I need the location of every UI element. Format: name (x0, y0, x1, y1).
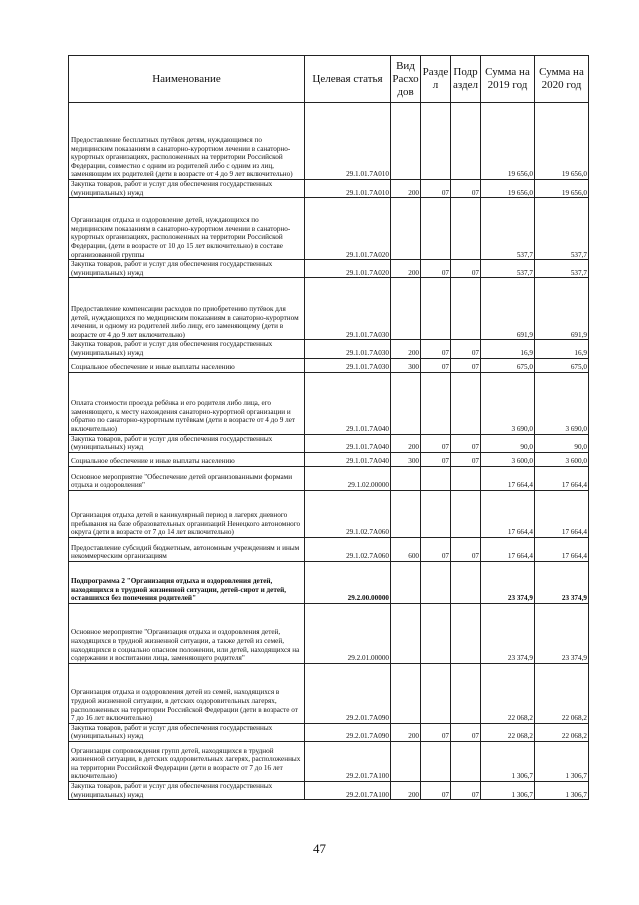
row-name: Подпрограмма 2 "Организация отдыха и оздоровления детей, находящихся в трудной жизненной ситуации, детей-сирот и детей, оставшихся без попечения родителей" (69, 561, 305, 603)
row-sum-2019: 1 306,7 (481, 741, 535, 781)
row-section: 07 (421, 260, 451, 278)
row-sum-2020: 1 306,7 (535, 781, 589, 799)
row-section: 07 (421, 723, 451, 741)
row-expense-type (391, 103, 421, 180)
row-target-article: 29.1.01.7А010 (305, 103, 391, 180)
row-sum-2019: 22 068,2 (481, 723, 535, 741)
row-name: Закупка товаров, работ и услуг для обеспечения государственных (муниципальных) нужд (69, 434, 305, 452)
row-subsection: 07 (451, 358, 481, 372)
row-subsection (451, 466, 481, 490)
row-name: Организация отдыха детей в каникулярный период в лагерях дневного пребывания на базе образовательных организаций Ненецкого автономного округа (дети в возрасте от 7 до 14 лет включительно) (69, 490, 305, 537)
row-name: Предоставление компенсации расходов по приобретению путёвок для детей, нуждающихся по медицинским показаниям в санаторно-курортном лечении, и одному из родителей либо лицу, его заменяющему (дети в возрасте от 4 до 9 лет включительно) (69, 278, 305, 340)
row-sum-2019: 22 068,2 (481, 663, 535, 723)
row-expense-type (391, 372, 421, 434)
row-section (421, 741, 451, 781)
row-subsection: 07 (451, 260, 481, 278)
row-target-article: 29.1.01.7А030 (305, 340, 391, 358)
row-subsection: 07 (451, 723, 481, 741)
row-sum-2020: 23 374,9 (535, 603, 589, 663)
table-row (69, 781, 589, 799)
row-sum-2019: 23 374,9 (481, 561, 535, 603)
row-section: 07 (421, 452, 451, 466)
table-row (69, 466, 589, 490)
row-sum-2019: 17 664,4 (481, 537, 535, 561)
row-sum-2019: 19 656,0 (481, 180, 535, 198)
row-section (421, 663, 451, 723)
table-row (69, 340, 589, 358)
page-number: 47 (313, 841, 326, 856)
row-expense-type: 300 (391, 358, 421, 372)
row-name: Закупка товаров, работ и услуг для обеспечения государственных (муниципальных) нужд (69, 180, 305, 198)
row-target-article: 29.2.01.00000 (305, 603, 391, 663)
row-sum-2020: 3 600,0 (535, 452, 589, 466)
row-subsection: 07 (451, 452, 481, 466)
row-target-article: 29.1.01.7А030 (305, 278, 391, 340)
row-sum-2020: 17 664,4 (535, 537, 589, 561)
header-subsection: Подр аздел (451, 56, 481, 103)
row-expense-type: 200 (391, 434, 421, 452)
row-section: 07 (421, 358, 451, 372)
row-expense-type (391, 198, 421, 260)
table-row (69, 490, 589, 537)
row-subsection: 07 (451, 781, 481, 799)
row-target-article: 29.1.01.7А020 (305, 260, 391, 278)
row-name: Закупка товаров, работ и услуг для обеспечения государственных (муниципальных) нужд (69, 723, 305, 741)
row-target-article: 29.1.01.7А040 (305, 372, 391, 434)
table-row (69, 358, 589, 372)
row-name: Социальное обеспечение и иные выплаты населению (69, 358, 305, 372)
header-name: Наименование (69, 56, 305, 103)
row-name: Закупка товаров, работ и услуг для обеспечения государственных (муниципальных) нужд (69, 260, 305, 278)
row-sum-2020: 90,0 (535, 434, 589, 452)
row-target-article: 29.1.01.7А010 (305, 180, 391, 198)
row-expense-type (391, 490, 421, 537)
row-section (421, 372, 451, 434)
row-section (421, 490, 451, 537)
row-subsection (451, 490, 481, 537)
table-row (69, 663, 589, 723)
row-section (421, 561, 451, 603)
row-subsection (451, 372, 481, 434)
row-target-article: 29.2.00.00000 (305, 561, 391, 603)
row-subsection: 07 (451, 340, 481, 358)
row-target-article: 29.2.01.7А100 (305, 781, 391, 799)
header-expense-type: Вид Расхо дов (391, 56, 421, 103)
row-subsection (451, 561, 481, 603)
table-row (69, 278, 589, 340)
row-sum-2019: 17 664,4 (481, 466, 535, 490)
row-target-article: 29.1.02.00000 (305, 466, 391, 490)
row-expense-type (391, 278, 421, 340)
row-sum-2020: 537,7 (535, 260, 589, 278)
row-section: 07 (421, 180, 451, 198)
row-sum-2020: 22 068,2 (535, 723, 589, 741)
row-target-article: 29.1.01.7А040 (305, 452, 391, 466)
row-sum-2019: 691,9 (481, 278, 535, 340)
table-row (69, 198, 589, 260)
table-row (69, 537, 589, 561)
row-sum-2020: 19 656,0 (535, 103, 589, 180)
row-name: Закупка товаров, работ и услуг для обеспечения государственных (муниципальных) нужд (69, 781, 305, 799)
row-subsection: 07 (451, 434, 481, 452)
row-subsection (451, 198, 481, 260)
row-section: 07 (421, 781, 451, 799)
row-expense-type (391, 663, 421, 723)
row-target-article: 29.1.01.7А040 (305, 434, 391, 452)
row-subsection (451, 603, 481, 663)
header-sum-2020: Сумма на 2020 год (535, 56, 589, 103)
row-name: Организация отдыха и оздоровление детей, нуждающихся по медицинским показаниям в санаторно-курортном лечении в санаторно-курортных организациях, расположенных на территории Российской Федерации, (дети в возрасте от 10 до 15 лет включительно) в составе организованной группы (69, 198, 305, 260)
row-section (421, 103, 451, 180)
table-header-row (69, 56, 589, 103)
row-sum-2019: 90,0 (481, 434, 535, 452)
header-target-article: Целевая статья (305, 56, 391, 103)
row-expense-type: 200 (391, 781, 421, 799)
row-expense-type: 200 (391, 340, 421, 358)
row-expense-type (391, 603, 421, 663)
row-sum-2019: 16,9 (481, 340, 535, 358)
table-row (69, 741, 589, 781)
row-section (421, 466, 451, 490)
table-row (69, 372, 589, 434)
row-target-article: 29.1.02.7А060 (305, 537, 391, 561)
table-row (69, 603, 589, 663)
row-sum-2019: 3 600,0 (481, 452, 535, 466)
table-row (69, 452, 589, 466)
table-row (69, 180, 589, 198)
row-section: 07 (421, 340, 451, 358)
row-sum-2020: 675,0 (535, 358, 589, 372)
row-section (421, 278, 451, 340)
row-subsection (451, 741, 481, 781)
row-sum-2019: 537,7 (481, 260, 535, 278)
row-name: Предоставление субсидий бюджетным, автономным учреждениям и иным некоммерческим организациям (69, 537, 305, 561)
row-sum-2019: 537,7 (481, 198, 535, 260)
row-name: Социальное обеспечение и иные выплаты населению (69, 452, 305, 466)
row-name: Организация отдыха и оздоровления детей из семей, находящихся в трудной жизненной ситуации, в детских оздоровительных лагерях, расположенных на территории Российской Федерации (дети в возрасте от 7 до 16 лет включительно) (69, 663, 305, 723)
row-subsection (451, 663, 481, 723)
row-target-article: 29.1.01.7А020 (305, 198, 391, 260)
row-target-article: 29.1.02.7А060 (305, 490, 391, 537)
row-target-article: 29.2.01.7А100 (305, 741, 391, 781)
row-subsection: 07 (451, 537, 481, 561)
row-subsection (451, 278, 481, 340)
row-sum-2020: 16,9 (535, 340, 589, 358)
row-section (421, 198, 451, 260)
row-expense-type: 200 (391, 260, 421, 278)
row-sum-2019: 23 374,9 (481, 603, 535, 663)
row-section (421, 603, 451, 663)
row-name: Основное мероприятие "Организация отдыха и оздоровления детей, находящихся в трудной жизненной ситуации, а также детей из семей, находящихся в социально опасном положении, или детей, находящихся на содержании и воспитании лица, заменяющего родителя" (69, 603, 305, 663)
row-sum-2020: 17 664,4 (535, 466, 589, 490)
row-subsection (451, 103, 481, 180)
budget-table (68, 55, 589, 800)
row-name: Оплата стоимости проезда ребёнка и его родителя либо лица, его заменяющего, к месту нахождения санаторно-курортной организации и обратно по санаторно-курортным путёвкам (дети в возрасте от 4 до 9 лет включительно) (69, 372, 305, 434)
row-subsection: 07 (451, 180, 481, 198)
row-expense-type: 200 (391, 723, 421, 741)
table-row (69, 103, 589, 180)
row-section: 07 (421, 434, 451, 452)
row-expense-type (391, 561, 421, 603)
row-name: Организация сопровождения групп детей, находящихся в трудной жизненной ситуации, в детских оздоровительных лагерях, расположенных на территории Российской Федерации (дети в возрасте от 7 до 16 лет включительно) (69, 741, 305, 781)
header-section: Разде л (421, 56, 451, 103)
row-expense-type: 200 (391, 180, 421, 198)
row-sum-2020: 22 068,2 (535, 663, 589, 723)
row-sum-2020: 1 306,7 (535, 741, 589, 781)
row-sum-2019: 675,0 (481, 358, 535, 372)
row-sum-2019: 19 656,0 (481, 103, 535, 180)
header-sum-2019: Сумма на 2019 год (481, 56, 535, 103)
table-row (69, 434, 589, 452)
row-expense-type: 300 (391, 452, 421, 466)
table-row (69, 561, 589, 603)
row-sum-2020: 23 374,9 (535, 561, 589, 603)
table-row (69, 260, 589, 278)
budget-sheet (68, 55, 588, 800)
row-target-article: 29.2.01.7А090 (305, 663, 391, 723)
row-target-article: 29.2.01.7А090 (305, 723, 391, 741)
row-sum-2019: 17 664,4 (481, 490, 535, 537)
row-expense-type (391, 466, 421, 490)
row-sum-2020: 19 656,0 (535, 180, 589, 198)
row-sum-2020: 691,9 (535, 278, 589, 340)
row-target-article: 29.1.01.7А030 (305, 358, 391, 372)
row-sum-2020: 17 664,4 (535, 490, 589, 537)
row-sum-2019: 1 306,7 (481, 781, 535, 799)
table-row (69, 723, 589, 741)
row-expense-type: 600 (391, 537, 421, 561)
row-name: Предоставление бесплатных путёвок детям, нуждающимся по медицинским показаниям в санаторно-курортном лечении в санаторно-курортных организациях, расположенных на территории Российской Федерации, совместно с одним из родителей либо с одним из лиц, заменяющим их родителей (дети в возрасте от 4 до 9 лет включительно) (69, 103, 305, 180)
row-sum-2020: 537,7 (535, 198, 589, 260)
row-section: 07 (421, 537, 451, 561)
row-sum-2020: 3 690,0 (535, 372, 589, 434)
table-body (69, 103, 589, 800)
row-name: Закупка товаров, работ и услуг для обеспечения государственных (муниципальных) нужд (69, 340, 305, 358)
row-expense-type (391, 741, 421, 781)
row-name: Основное мероприятие "Обеспечение детей организованными формами отдыха и оздоровления" (69, 466, 305, 490)
row-sum-2019: 3 690,0 (481, 372, 535, 434)
